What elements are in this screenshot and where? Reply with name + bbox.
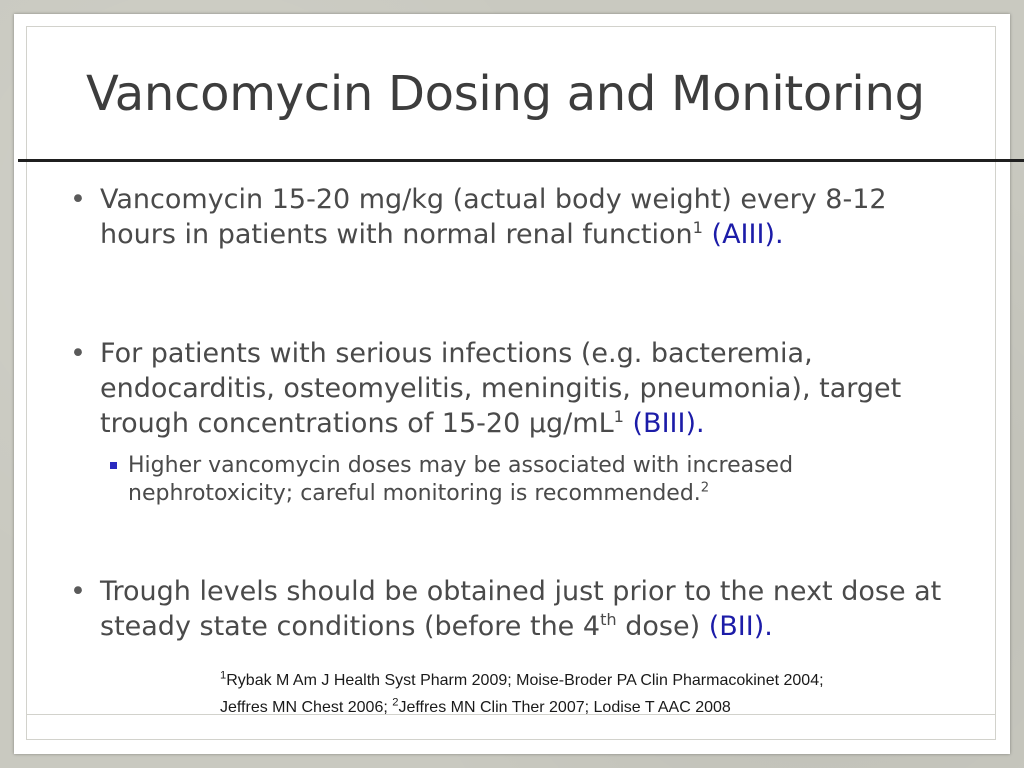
bullet-dot-icon: • [70, 184, 86, 215]
slide [14, 14, 1010, 754]
bullet-dot-icon: • [70, 338, 86, 369]
citation-superscript: 1 [692, 218, 703, 237]
reference-number: 2 [392, 696, 399, 709]
bullet-dosing [68, 182, 948, 252]
reference-line-1 [220, 667, 1000, 694]
evidence-grade: (BIII). [632, 408, 705, 439]
bullet-text: Vancomycin 15-20 mg/kg (actual body weight) every 8-12 hours in patients with normal renal function [100, 184, 887, 250]
bullet-trough-timing [68, 574, 948, 644]
reference-line-2 [220, 694, 1000, 721]
evidence-grade: (AIII). [711, 219, 784, 250]
reference-text: Rybak M Am J Health Syst Pharm 2009; Moise-Broder PA Clin Pharmacokinet 2004; [226, 672, 824, 689]
reference-number: 1 [220, 669, 227, 682]
ordinal-superscript: th [600, 610, 617, 629]
title-divider [18, 159, 1024, 162]
citation-superscript: 1 [613, 407, 624, 426]
sub-bullet-text: Higher vancomycin doses may be associated with increased nephrotoxicity; careful monitoring is recommended. [128, 453, 794, 506]
reference-text: Jeffres MN Chest 2006; [220, 699, 393, 716]
citation-superscript: 2 [700, 480, 710, 496]
bullet-trough-target [68, 336, 948, 441]
square-bullet-icon [110, 462, 117, 469]
evidence-grade: (BII). [708, 611, 773, 642]
reference-text: Jeffres MN Clin Ther 2007; Lodise T AAC 2008 [398, 699, 731, 716]
bullet-text: For patients with serious infections (e.g. bacteremia, endocarditis, osteomyelitis, meningitis, pneumonia), target trough concentrations of 15-20 μg/mL [100, 338, 902, 439]
sub-bullet-nephrotoxicity [110, 452, 930, 508]
references [220, 667, 1000, 721]
bullet-text-after: dose) [616, 611, 701, 642]
bullet-text: Trough levels should be obtained just prior to the next dose at steady state conditions (before the 4 [100, 576, 942, 642]
bullet-dot-icon: • [70, 576, 86, 607]
slide-title: Vancomycin Dosing and Monitoring [86, 66, 925, 122]
